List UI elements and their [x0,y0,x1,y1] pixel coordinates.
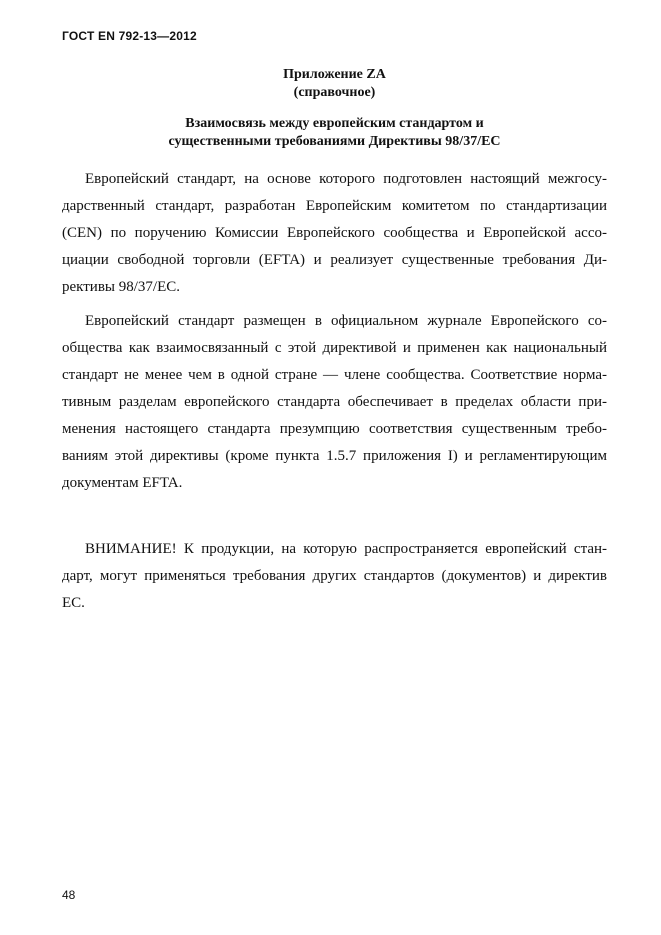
annex-heading-line: Взаимосвязь между европейским стандартом и [185,116,484,131]
text-line: стандарт не менее чем в одной стране — члене сообщества. Соответствие норма- [62,367,607,383]
text-line: Европейский стандарт размещен в официальном журнале Европейского со- [85,313,607,329]
paragraph-2 [62,308,607,497]
text-line: ВНИМАНИЕ! К продукции, на которую распространяется европейский стан- [85,541,607,557]
text-line: (CEN) по поручению Комиссии Европейского сообщества и Европейской ассо- [62,225,607,241]
text-line: Европейский стандарт, на основе которого подготовлен настоящий межгосу- [85,171,607,187]
text-line: общества как взаимосвязанный с этой директивой и применен как национальный [62,340,607,356]
text-line: рективы 98/37/ЕС. [62,279,180,295]
page-number: 48 [62,888,76,902]
annex-status: (справочное) [293,85,376,100]
text-line: ЕС. [62,595,85,611]
paragraph-1 [62,166,607,301]
text-line: циации свободной торговли (EFTA) и реализует существенные требования Ди- [62,252,607,268]
document-code-header: ГОСТ EN 792-13—2012 [62,29,197,43]
annex-title-block [62,66,607,102]
text-line: дарт, могут применяться требования других стандартов (документов) и директив [62,568,607,584]
annex-title: Приложение ZA [283,67,386,82]
annex-heading-line: существенными требованиями Директивы 98/37/ЕС [168,134,501,149]
text-line: ваниям этой директивы (кроме пункта 1.5.7 приложения I) и регламентирующим [62,448,607,464]
annex-heading [62,115,607,151]
text-line: тивным разделам европейского стандарта обеспечивает в пределах области при- [62,394,607,410]
text-line: менения настоящего стандарта презумпцию соответствия существенным требо- [62,421,607,437]
text-line: документам EFTA. [62,475,183,491]
text-line: дарственный стандарт, разработан Европейским комитетом по стандартизации [62,198,607,214]
attention-note [62,536,607,617]
